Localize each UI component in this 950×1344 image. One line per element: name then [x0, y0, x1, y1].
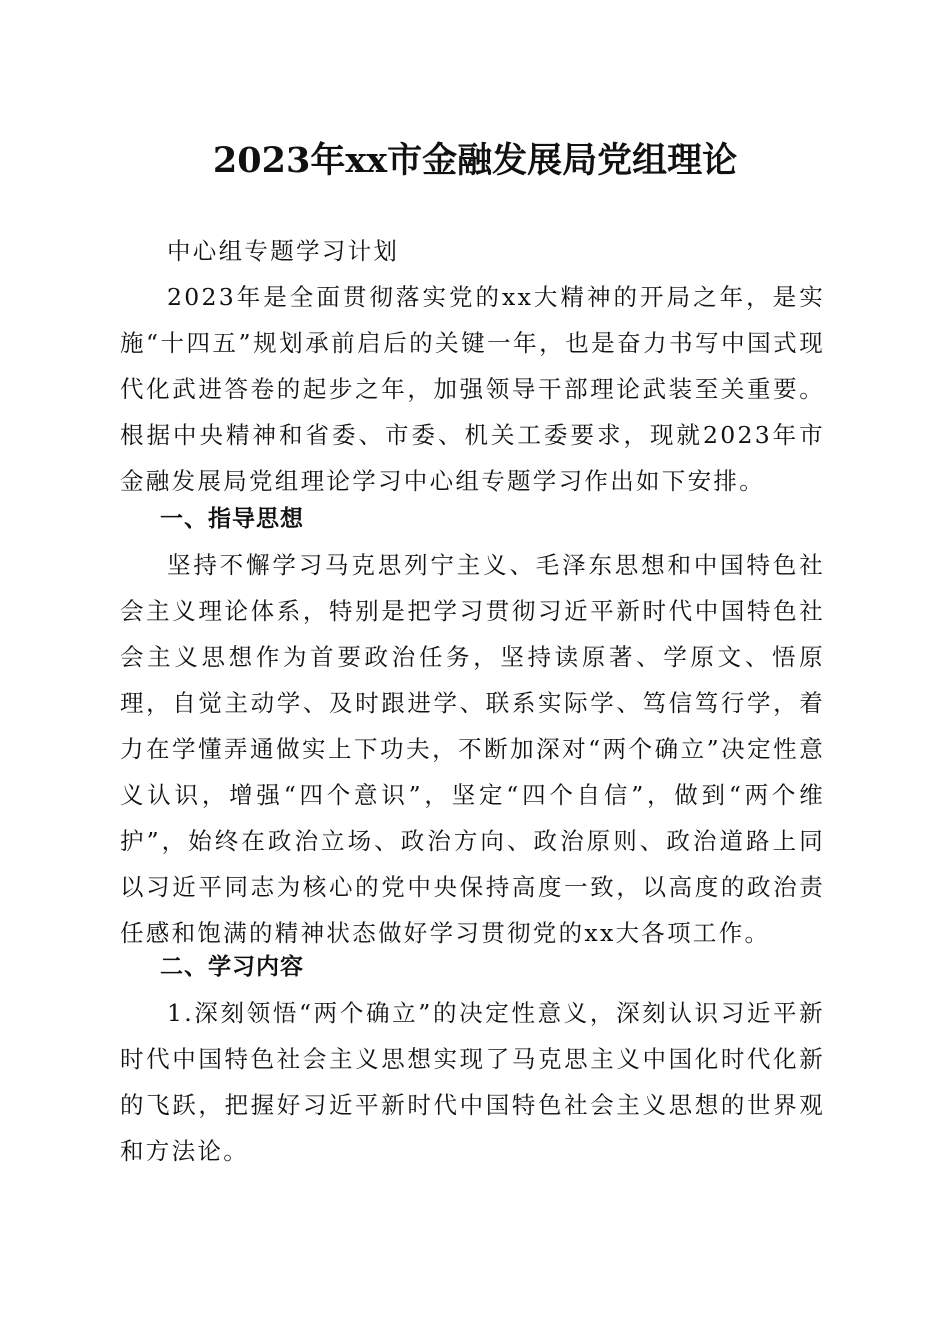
section-heading-guiding-ideology: 一、指导思想: [160, 506, 304, 532]
section-heading-study-content: 二、学习内容: [160, 954, 304, 980]
intro-paragraph: 2023年是全面贯彻落实党的xx大精神的开局之年，是实施“十四五”规划承前启后的关键一年，也是奋力书写中国式现代化武进答卷的起步之年，加强领导干部理论武装至关重要。根据中央精神和省委、市委、机关工委要求，现就2023年市金融发展局党组理论学习中心组专题学习作出如下安排。: [120, 283, 825, 495]
document-subtitle: 中心组专题学习计划: [167, 237, 400, 265]
study-content-item-1: 1.深刻领悟“两个确立”的决定性意义，深刻认识习近平新时代中国特色社会主义思想实现了马克思主义中国化时代化新的飞跃，把握好习近平新时代中国特色社会主义思想的世界观和方法论。: [120, 999, 825, 1165]
document-title: 2023年xx市金融发展局党组理论: [212, 140, 738, 181]
guiding-ideology-paragraph: 坚持不懈学习马克思列宁主义、毛泽东思想和中国特色社会主义理论体系，特别是把学习贯彻习近平新时代中国特色社会主义思想作为首要政治任务，坚持读原著、学原文、悟原理，自觉主动学、及时跟进学、联系实际学、笃信笃行学，着力在学懂弄通做实上下功夫，不断加深对“两个确立”决定性意义认识，增强“四个意识”，坚定“四个自信”，做到“两个维护”，始终在政治立场、政治方向、政治原则、政治道路上同以习近平同志为核心的党中央保持高度一致，以高度的政治责任感和饱满的精神状态做好学习贯彻党的xx大各项工作。: [120, 551, 825, 947]
